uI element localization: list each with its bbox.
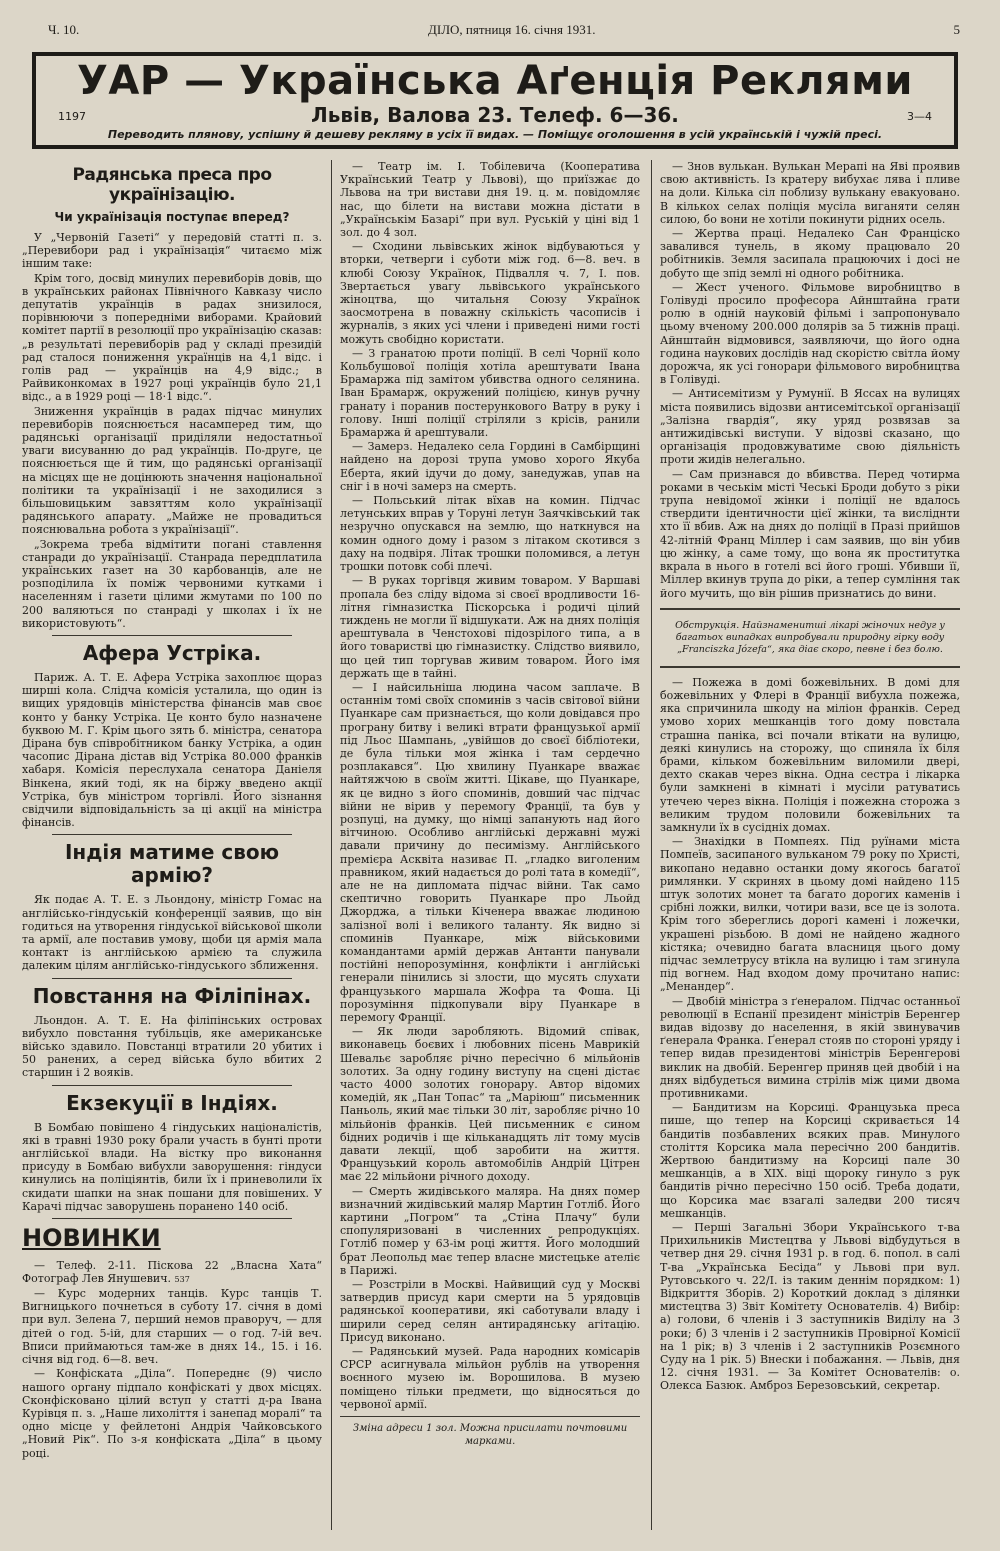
issue-number: Ч. 10. (48, 22, 80, 37)
news-item: — Замерз. Недалеко села Гордині в Самбірщині найдено на дорозі трупа умово хорого Якуба Еберта, який ідучи до дому, занедужав, упав на сніг і в ночі замерз на смерть. (340, 440, 640, 493)
running-head (48, 22, 960, 42)
mineral-water-ad (660, 608, 960, 668)
article-paragraph: У „Червоній Газеті“ у передовій статті п. з. „Перевибори рад і українізація“ читаємо між іншим таке: (22, 230, 322, 271)
news-item: — Бандитизм на Корсиці. Французька преса пише, що тепер на Корсиці скривається 14 бандитів позбавлених всяких прав. Минулого століття Корсика мала пересічно 200 бандитів. Жертвою бандитизму на Корсиці пале 30 мешканців, а в XIX. віці щороку гинуло з рук бандитів річно пересічно 150 осіб. Треба додати, що Корсика має взагалі заледви 200 тисяч мешканців. (660, 1101, 960, 1220)
address-change-note: Зміна адреси 1 зол. Можна присилати почтовими марками. (352, 1423, 628, 1448)
news-item: — Жест ученого. Фільмове виробництво в Голівуді просило професора Айнштайна грати ролю в одній науковій фільмі і запропонувало цьому вченому 200.000 долярів за 5 тижнів праці. Айнштайн відмовився, заявляючи, що його одна година наукових дослідів над скорістю світла йому дорожча, як усі гонорари фільмового виробництва в Голівуді. (660, 280, 960, 387)
masthead-date: ДІЛО, пятниця 16. січня 1931. (428, 22, 596, 37)
column-2 (340, 160, 640, 1541)
ad-code: 3—4 (907, 110, 932, 123)
headline-ustric: Афера Устріка. (82, 640, 262, 665)
news-item: — І найсильніша людина часом заплаче. В останнім томі своїх споминів з часів світової війни Пуанкаре сам признається, що коли довідався про програну битву і великі втрати французької армії під Льос Шампань, „увійшов до своєї бібліотеки, де була тільки моя жінка і там сердечно розплакався“. Цю хвилину Пуанкаре вважає найтяжчою в своїм житті. Цікаве, що Пуанкаре, як це видно з його споминів, довший час підчас війни не вірив у перемогу Франції, та був у розпуці, на думку, що німці запанують над його вітчиною. Особливо англійські державні мужі давали причину до песимізму. Англійського премієра Асквіта називає П. „гладко виголеним правником, який надається до ролі тата в комедії“, але не на дипломата підчас війни. Так само скептично говорить Пуанкаре про Льойд Джорджа, а тільки Кіченера вважає людиною залізної волі і великого таланту. Як видно зі споминів Пуанкаре, між військовими командантами армій держав Антанти панували постійні непорозуміння, конфлікти і англійські генерали пінились зі злости, що мусять слухати французького маршала Жофра та Фоша. Ці порозуміння підкопували віру Пуанкаре в перемогу Франції. (340, 680, 640, 1024)
headline-philippines: Повстання на Філіпінах. (32, 983, 312, 1008)
divider (52, 1085, 292, 1086)
ad-title: УАР — Українська Аґенція Реклями (77, 58, 913, 104)
column-divider (331, 160, 332, 1530)
news-item: — Курс модерних танців. Курс танців Т. Вигницького почнеться в суботу 17. січня в домі при вул. Зелена 7, перший немов праворуч, — для дітей о год. 5-ій, для старших — о год. 7-ій веч. Вписи приймаються там-же в днях 14., 15. і 16. січня від год. 6—8. веч. (22, 1287, 322, 1367)
article-paragraph: Льондон. А. Т. Е. На філіпінських островах вибухло повстання тубільців, яке американське військо здавило. Повстанці втратили 20 убитих і 50 ранених, а серед війська було вбитих 2 старшин і 2 вояків. (22, 1013, 322, 1080)
news-item: — Перші Загальні Збори Українського т-ва Прихильників Мистецтва у Львові відбудуться в четвер дня 29. січня 1931 р. в год. 6. попол. в салі Т-ва „Українська Бесіда“ у Львові при вул. Рутовського ч. 22/І. із таким деннім порядком: 1) Відкриття Зборів. 2) Короткий доклад з ділянки мистецтва 3) Звіт Комітету Основателів. 4) Вибір: а) голови, 6 членів і 3 заступників Виділу на 3 роки; б) 3 членів і 2 заступників Провірної Комісії на 1 рік; в) 3 членів і 2 заступників Розємного Суду на 1 рік. 5) Внески і побажання. — Львів, дня 12. січня 1931. — За Комітет Основателів: о. Олекса Базюк. Амброз Березовський, секретар. (660, 1221, 960, 1393)
divider (340, 1416, 640, 1417)
article-paragraph: В Бомбаю повішено 4 гіндуських націоналістів, які в травні 1930 року брали участь в бунті проти англійської влади. На вістку про виконання присуду в Бомбаю вибухли заворушення: гіндуси кинулись на поліціянтів, били їх і приневолили їх скидати шапки на знак пошани для повішених. У Карачі підчас заворушень поранено 140 осіб. (22, 1120, 322, 1213)
news-item: — Польський літак вїхав на комин. Підчас летунських вправ у Торуні летун Заячківський так незручно опускався на землю, що наткнувся на комин одного дому і разом з літаком скотився з даху на подвіря. Літак трошки поломився, а летун трошки потовк собі плечі. (340, 494, 640, 574)
ad-subtitle: Львів, Валова 23. Телеф. 6—36. (311, 103, 679, 127)
page-number: 5 (953, 22, 960, 37)
news-item: — Телеф. 2-11. Піскова 22 „Власна Хата“ Фотограф Лев Янушевич. 537 (22, 1258, 322, 1285)
news-item: — Радянський музей. Рада народних комісарів СРСР асигнувала мільйон рублів на утворення воєнного музею ім. Ворошилова. В музею поміщено тільки предмети, що відносяться до червоної армії. (340, 1345, 640, 1411)
headline-ukrainization: Радянська преса про українізацію. (72, 165, 272, 205)
news-item: — Двобій міністра з ґенералом. Підчас останньої революції в Еспанії президент міністрів Беренгер видав відозву до населення, в якій звинувачив ґенерала Франка. Ґенерал стояв по стороні уряду і тепер видав президентові міністрів Беренгерові виклик на двобій. Беренгер приняв цей двобій і на днях відбудеться вимина стрілів між цими двома противниками. (660, 994, 960, 1100)
ad-number: 537 (174, 1274, 190, 1284)
headline-novynky: НОВИНКИ (22, 1224, 161, 1253)
news-item: — Антисемітизм у Румунії. В Яссах на вулицях міста появились відозви антисемітської організації „Залізна гвардія“, яку уряд розвязав за антижидівські виступи. У відозві сказано, що організація продовжуватиме свою діяльність проти жидів нелегально. (660, 387, 960, 467)
column-1 (22, 160, 322, 1541)
news-item: — Сам признався до вбивства. Перед чотирма роками в чеськім місті Чеські Броди добуто з ріки трупа невідомої жінки і поліції не вдалось ствердити ідентичности цієї жінки, та висліднти хто її вбив. Аж на днях до поліції в Празі прийшов 42-літній Франц Міллер і сам заявив, що він убив цю жінку, а саме тому, що вона як проститутка вкрала в нього в готелі всі його гроші. Убивши її, Міллер вкинув трупа до ріки, а тепер сумління так його мучить, що він рішив признатись до вини. (660, 467, 960, 600)
subheadline: Чи українізація поступає вперед? (54, 210, 290, 225)
ad-tagline: Переводить плянову, успішну й дешеву рекляму в усіх її видах. — Поміщує оголошення в усій українській і чужій пресі. (107, 128, 883, 141)
news-item: — Розстріли в Москві. Найвищий суд у Москві затвердив присуд кари смерти на 5 урядовців радянської кооперативи, які саботували владу і ширили серед селян антирадянську агітацію. Присуд виконано. (340, 1278, 640, 1344)
ad-text: Обструкція. Найзнаменитші лікарі жіночих недуг у багатьох випадках випробували природну гірку воду „Franciszka Józefa“, яка діає скоро, певне і без болю. (675, 619, 945, 655)
news-item: — Жертва праці. Недалеко Сан Франціско завалився тунель, в якому працювало 20 робітників. Земля засипала працюючих і досі не добуто ще зпід землі ні одного робітника. (660, 227, 960, 280)
article-paragraph: Зниження українців в радах підчас минулих перевиборів пояснюється насамперед тим, що радянські організації приділяли недостатньої уваги висуванню до рад українців. По-друге, це пояснюється ще й тим, що радянські організації на місцях ще не доцінюють значення національної політики та українізації і не заходилися з більшовицьким завзяттям коло українізації радянського апарату. „Майже не провадиться пояснювальна робота з українізації“. (22, 404, 322, 537)
headline-executions: Екзекуції в Індіях. (66, 1090, 278, 1115)
news-item: — Театр ім. І. Тобілевича (Кооператива Український Театр у Львові), що приїзжає до Львова на три вистави дня 19. ц. м. повідомляє нас, що білети на вистави можна дістати в „Українськім Базарі“ при вул. Руській у ціні від 1 зол. до 4 зол. (340, 160, 640, 240)
article-paragraph: „Зокрема треба відмітити погані ставлення станради до українізації. Станрада передплатила українських газет на 30 карбованців, але не розподілила їх поміж червоними кутками і населенням і газети цілими жмутами по 100 по 200 валяються по станраді у школах і їх не використовують“. (22, 537, 322, 630)
divider (52, 834, 292, 835)
news-item: — В руках торгівця живим товаром. У Варшаві пропала без сліду відома зі своєї вродливости 16-літня гімназистка Піскорська і родичі цілий тиждень не могли її відшукати. Аж на днях поліція арештувала в Ченстохові підозрілого типа, а в його товаристві цю гімназистку. Слідство виявило, що цей тип торгував живим товаром. Його імя держать ще в тайні. (340, 574, 640, 680)
column-divider (651, 160, 652, 1530)
news-item: — Знов вулькан. Вулькан Мерапі на Яві проявив свою активність. Із кратеру вибухає лява і пливе на доли. Кілька сіл поблизу вулькану евакуовано. В кількох селах поліція мусіла виганяти селян силою, бо вони не хотіли покинути рідних осель. (660, 160, 960, 226)
article-paragraph: Париж. А. Т. Е. Афера Устріка захоплює щораз ширші кола. Слідча комісія усталила, що один із вищих урядовців міністерства фінансів мав своє конто у банку Устріка. Це конто було назначене буквою М. Г. Крім цього зять б. міністра, сенатора Дірана був співробітником банку Устріка, а один часопис Дірана дістав від Устріка 80.000 франків хабаря. Комісія переслухала сенатора Даніеля Вінкена, який тоді, як на біржу введено акції Устріка, був міністром торгівлі. Його зізнання свідчили відповідальність за ці акції на міністра фінансів. (22, 670, 322, 830)
headline-india-army: Індія матиме свою армію? (64, 840, 280, 888)
divider (52, 635, 292, 636)
divider (52, 1218, 292, 1219)
divider (52, 978, 292, 979)
news-item: — З гранатою проти поліції. В селі Чорнії коло Кольбушової поліція хотіла арештувати Івана Брамаржа під замітом убивства одного селянина. Іван Брамарж, окружений поліцією, кинув ручну гранату і поранив постерункового Ватру в руку і голову. Інші поліції стріляли з крісів, ранили Брамаржа й арештували. (340, 346, 640, 440)
news-item: — Пожежа в домі божевільних. В домі для божевільних у Флері в Франції вибухла пожежа, яка спричинила шкоду на міліон франків. Серед умово хорих мешканців того дому повстала страшна паніка, всі почали втікати на вулицю, деякі кинулись на сторожу, що спиняла їх біля брами, кільком божевільним виломили двері, дехто скакав через вікна. Одна сестра і лікарка були замкнені в кімнаті і мусіли ратуватись утечею через вікна. Поліція і пожежна сторожа з великим трудом половили божевільних та замкнули їх в сусідніх домах. (660, 675, 960, 834)
news-item: — Як люди заробляють. Відомий співак, виконавець боєвих і любовних пісень Маврикій Шевальє заробляє річно пересічно 6 мільйонів золотих. За одну годину виступу на сцені дістає часто 4000 золотих гонорару. Автор відомих комедій, як „Пан Топас“ та „Маріюш“ письменник Паньоль, який має тільки 30 літ, заробляє річно 10 мільйонів франків. Цей письменник є сином бідних родичів і ще кільканадцять літ тому мусів давати лекції, щоб заробити на життя. Французький король автомобілів Андрій Цітрен має 22 мільйони річного доходу. (340, 1025, 640, 1184)
news-item: — Конфіската „Діла“. Попереднє (9) число нашого органу підпало конфіскаті у двох місцях. Сконфісковано цілий вступ у статті д-ра Івана Курівця п. з. „Наше лихоліття і занепад моралі“ та одно місце у фейлетоні Андрія Чайковського „Новий Рік“. По з-я конфіската „Діла“ в цьому році. (22, 1367, 322, 1460)
ad-number: 1197 (58, 110, 86, 123)
article-paragraph: Як подає А. Т. Е. з Льондону, міністр Гомас на англійсько-гіндуській конференції заявив, що він годиться на утворення гіндуської військової школи та армії, але поставив умову, щоби ця армія мала контакт із англійською армією та служила далеким цілям англійсько-гіндуського зближення. (22, 893, 322, 973)
column-3 (660, 160, 960, 1541)
news-item: — Знахідки в Помпеях. Під руїнами міста Помпеїв, засипаного вульканом 79 року по Христі, викопано недавно останки дому якогось багатої римлянки. У скринях в цьому домі найдено 115 штук золотих монет та багато дорогих каменів і срібні ложки, вилки, чотири вази, все це із золота. Крім того збереглись дорогі камені і ложечки, украшені різьбою. В домі не найдено жадного кістяка; очевидно багата власниця цього дому підчас землетрусу втікла на вулицю і там згинула під вогнем. Над входом дому прочитано напис: „Менандер“. (660, 835, 960, 994)
article-paragraph: Крім того, досвід минулих перевиборів довів, що в українських районах Північного Кавказу число депутатів українців в радах знизилося, порівнюючи з попередніми виборами. Крайовий комітет партії в резолюції про українізацію сказав: „в результаті перевиборів рад у складі президій рад сталося пониження українців на 4,1 відс. і голів рад — українців на 4,9 відс.; в Райвиконкомах в 1927 році українців було 21,1 відс., а в 1929 році — 18·1 відс.“. (22, 271, 322, 404)
news-item: — Сходини львівських жінок відбуваються у вторки, четверги і суботи між год. 6—8. веч. в клюбі Союзу Українок, Підвалля ч. 7, І. пов. Звертається увагу львівського українського жіноцтва, що читальня Союзу Українок заосмотрена в поважну скількість часописів і журналів, з яких усі члени і приведені ними гості можуть свобідно користати. (340, 240, 640, 346)
news-item: — Смерть жидівського маляра. На днях помер визначний жидівський маляр Мартин Готліб. Його картини „Погром“ та „Стіна Плачу“ були спопуляризовані в численних репродукціях. Готліб помер у 63-ім році життя. Його молодший брат Леопольд має тепер власне мистецьке ателіє в Парижі. (340, 1184, 640, 1277)
advertisement-banner (32, 52, 958, 149)
